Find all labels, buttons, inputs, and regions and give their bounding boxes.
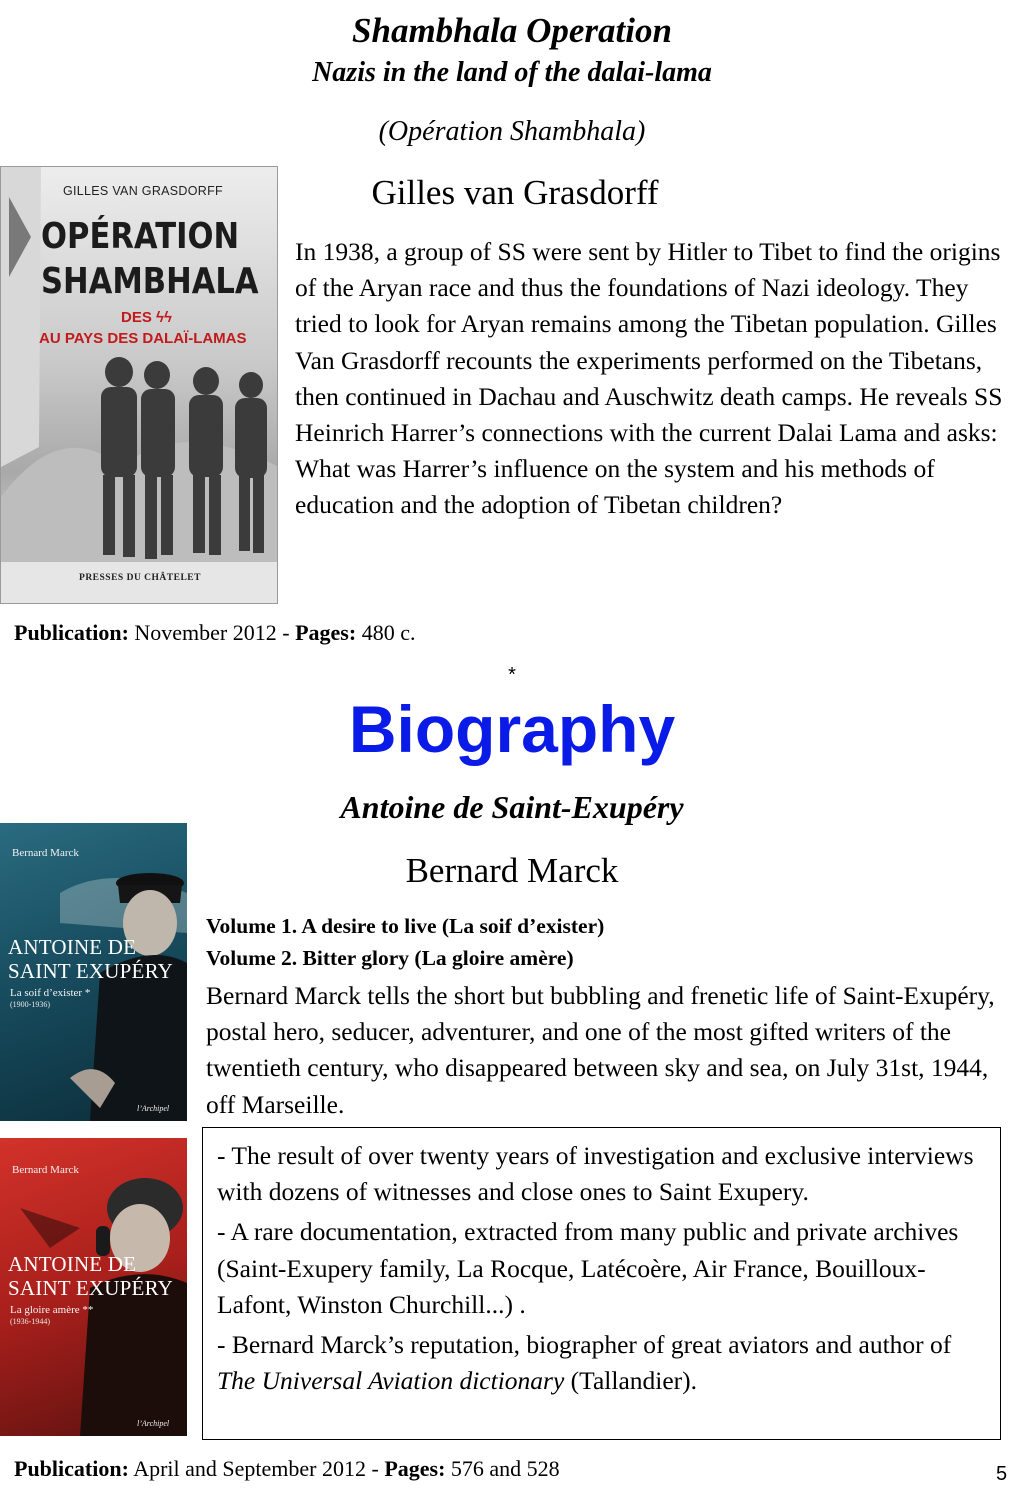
highlight-text-end: (Tallandier).	[564, 1366, 698, 1396]
book-title-biography: Antoine de Saint-Exupéry	[340, 789, 684, 825]
highlights-box	[202, 1127, 1001, 1440]
cover-title	[41, 214, 259, 304]
publication-value: April and September 2012 -	[128, 1456, 385, 1481]
publication-info	[14, 618, 415, 648]
publication-value: November 2012 -	[128, 620, 296, 645]
cover-vol1-subtitle: La soif d’exister *	[10, 987, 91, 999]
cover-publisher: PRESSES DU CHÂTELET	[79, 573, 201, 583]
volume-1-title: Volume 1. A desire to live (La soif d’exister)	[206, 914, 605, 938]
cover-author: GILLES VAN GRASDORFF	[63, 184, 223, 198]
cover-subtitle-line2: AU PAYS DES DALAÏ-LAMAS	[39, 330, 247, 347]
cover-vol1-author: Bernard Marck	[12, 847, 79, 859]
page-number: 5	[996, 1463, 1008, 1485]
cover-vol1-publisher-logo: l’Archipel	[137, 1104, 170, 1113]
original-title: (Opération Shambhala)	[378, 116, 646, 147]
pages-value: 480 c.	[356, 620, 416, 645]
cover-vol2-author: Bernard Marck	[12, 1164, 79, 1176]
pages-label: Pages:	[384, 1456, 446, 1481]
book-cover-volume-2	[0, 1138, 187, 1436]
cover-vol2-title-line1: ANTOINE DE	[8, 1252, 137, 1276]
highlight-item	[217, 1327, 988, 1399]
highlight-item: - The result of over twenty years of investigation and exclusive interviews with dozens of witnesses and close ones to Saint Exupery.	[217, 1141, 974, 1207]
highlight-item: - A rare documentation, extracted from many public and private archives (Saint-Exupery family, La Rocque, Latécoère, Air France, Bouilloux-Lafont, Winston Churchill...) .	[217, 1217, 959, 1319]
pages-label: Pages:	[295, 620, 357, 645]
cover-vol2-years: (1936-1944)	[10, 1317, 50, 1326]
biography-description: Bernard Marck tells the short but bubbling and frenetic life of Saint-Exupéry, postal hero, seducer, adventurer, and one of the most gifted writers of the twentieth century, who disappeared between sky and sea, on July 31st, 1944, off Marseille.	[206, 981, 995, 1119]
cover-title-line2: SHAMBHALA	[41, 261, 259, 302]
publication-label: Publication:	[14, 1456, 129, 1481]
section-separator: *	[508, 664, 516, 686]
book-cover-volume-1	[0, 823, 187, 1121]
category-heading: Biography	[348, 692, 676, 766]
cover-vol2-title-line2: SAINT EXUPÉRY	[8, 1276, 173, 1300]
cover-subtitle-line1: DES ϟϟ	[121, 309, 172, 326]
book-author: Gilles van Grasdorff	[371, 173, 659, 212]
volume-2-title: Volume 2. Bitter glory (La gloire amère)	[206, 946, 574, 970]
book-cover-operation-shambhala	[0, 166, 278, 604]
publication-label: Publication:	[14, 620, 129, 645]
cover-title-line1: OPÉRATION	[41, 216, 240, 257]
book-title: Shambhala Operation	[352, 11, 672, 50]
publication-info-biography	[14, 1454, 560, 1484]
book-description: In 1938, a group of SS were sent by Hitler to Tibet to find the origins of the Aryan race and thus the foundations of Nazi ideology. They tried to look for Aryan remains among the Tibetan population. Gilles Van Grasdorff recounts the experiments performed on the Tibetans, then continued in Dachau and Auschwitz death camps. He reveals SS Heinrich Harrer’s connections with the current Dalai Lama and asks: What was Harrer’s influence on the system and his methods of education and the adoption of Tibetan children?	[295, 237, 1003, 520]
book-subtitle: Nazis in the land of the dalai-lama	[312, 57, 712, 88]
highlight-book-title: The Universal Aviation dictionary	[217, 1366, 565, 1396]
cover-vol1-title-line2: SAINT EXUPÉRY	[8, 959, 173, 983]
highlight-text: - Bernard Marck’s reputation, biographer of great aviators and author of	[217, 1330, 952, 1360]
cover-vol1-years: (1900-1936)	[10, 1000, 50, 1009]
cover-vol2-subtitle: La gloire amère **	[10, 1304, 94, 1316]
book-author-biography: Bernard Marck	[405, 851, 619, 890]
pages-value: 576 and 528	[445, 1456, 560, 1481]
cover-vol2-publisher-logo: l’Archipel	[137, 1419, 170, 1428]
cover-vol1-title-line1: ANTOINE DE	[8, 935, 137, 959]
